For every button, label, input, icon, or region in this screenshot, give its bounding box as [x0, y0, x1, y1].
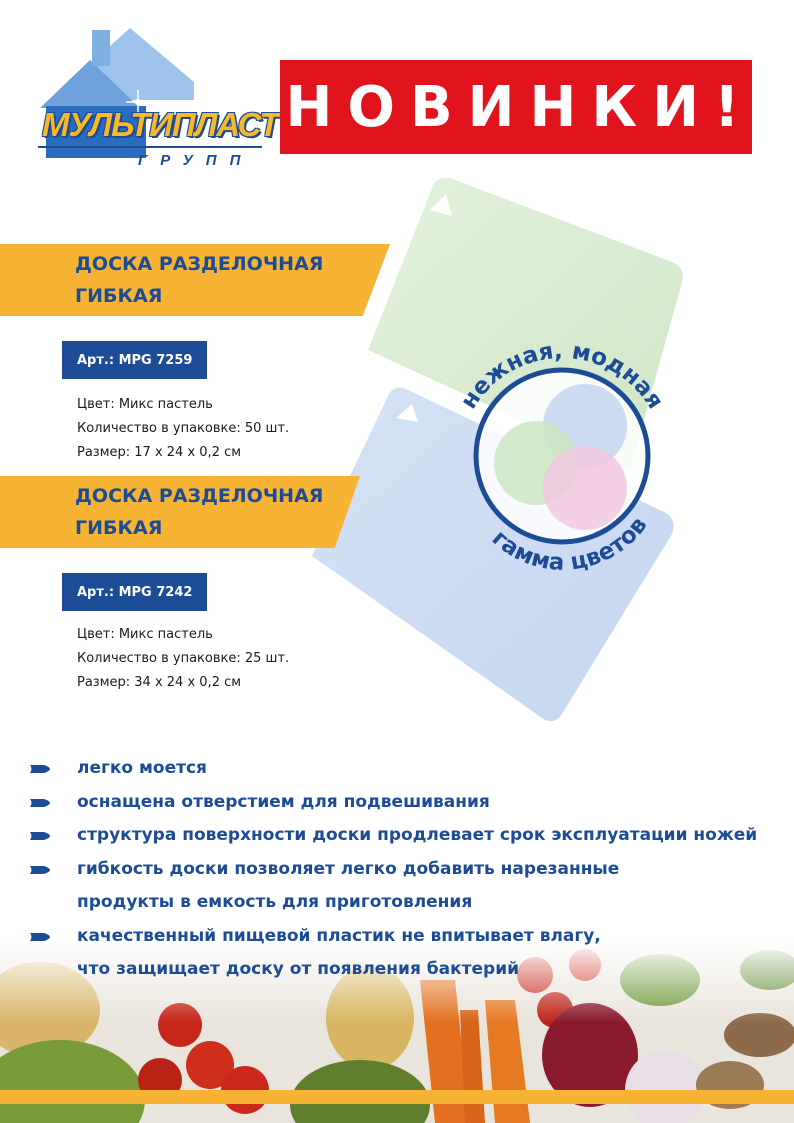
feature-item: гибкость доски позволяет легко добавить нарезанные: [30, 853, 770, 887]
badge-bottom-text: гамма цветов: [486, 512, 653, 576]
spec-color: Цвет: Микс пастель: [77, 627, 213, 642]
feature-item: оснащена отверстием для подвешивания: [30, 786, 770, 820]
feature-item-continuation: что защищает доску от появления бактерий: [77, 959, 520, 979]
bullet-icon: [30, 865, 56, 875]
headline-text: НОВИНКИ!: [285, 74, 755, 140]
product-title: ДОСКА РАЗДЕЛОЧНАЯ ГИБКАЯ: [75, 485, 324, 539]
svg-text:нежная, модная: [456, 338, 668, 414]
spec-quantity: Количество в упаковке: 25 шт.: [77, 651, 290, 666]
feature-item: качественный пищевой пластик не впитывает влагу,: [30, 920, 770, 954]
feature-item: легко моется: [30, 752, 770, 786]
features-list: [30, 752, 770, 987]
article-badge: Арт.: MPG 7259: [62, 341, 207, 379]
logo-wordmark: МУЛЬТИПЛАСТ: [42, 106, 279, 143]
bullet-icon: [30, 798, 56, 808]
feature-item-continuation: продукты в емкость для приготовления: [77, 892, 473, 912]
product-title: ДОСКА РАЗДЕЛОЧНАЯ ГИБКАЯ: [75, 253, 324, 307]
article-badge: Арт.: MPG 7242: [62, 573, 207, 611]
feature-item: структура поверхности доски продлевает срок эксплуатации ножей: [30, 819, 770, 853]
spec-quantity: Количество в упаковке: 50 шт.: [77, 421, 290, 436]
bullet-icon: [30, 764, 56, 774]
svg-text:гамма цветов: [487, 512, 653, 576]
badge-top-text: нежная, модная: [455, 337, 669, 414]
spec-size: Размер: 17 х 24 х 0,2 см: [77, 445, 242, 460]
bullet-icon: [30, 831, 56, 841]
bullet-icon: [30, 932, 56, 942]
company-logo: [34, 20, 279, 169]
spec-color: Цвет: Микс пастель: [77, 397, 213, 412]
spec-size: Размер: 34 х 24 х 0,2 см: [77, 675, 242, 690]
product-specs: [77, 623, 377, 695]
headline-banner: [280, 60, 755, 154]
product-specs: [77, 393, 377, 465]
logo-subtitle: ГРУПП: [138, 152, 254, 169]
